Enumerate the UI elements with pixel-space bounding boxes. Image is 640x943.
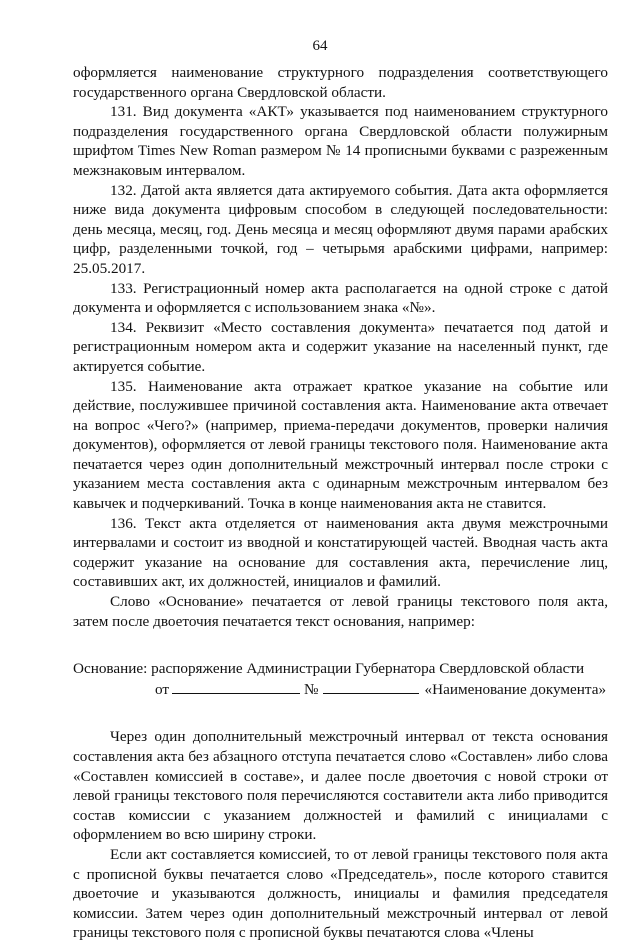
paragraph-predsedatel: Если акт составляется комиссией, то от левой границы текстового поля акта с прописной буквы печатается слово «Председатель», после которого ставится двоеточие и указываются должность, инициалы и фамилия председателя комиссии. Затем через один дополнительный межстрочный интервал от левой границы текстового поля с прописной буквы печатаются слова «Члены: [73, 845, 608, 942]
from-label: от: [155, 680, 170, 698]
paragraph-135: 135. Наименование акта отражает краткое указание на событие или действие, послужившее причиной составления акта. Наименование акта отвечает на вопрос «Чего?» (например, приема-передачи документов, проверки наличия документов), оформляется от левой границы текстового поля. Наименование акта печатается через один дополнительный межстрочный интервал после строки с указанием места составления акта с одинарным межстрочным интервалом без кавычек и подчеркиваний. Точка в конце наименования акта не ставится.: [73, 377, 608, 513]
paragraph-continuation: оформляется наименование структурного подразделения соответствующего государственного органа Свердловской области.: [73, 64, 608, 101]
example-block: [73, 659, 608, 699]
example-line-2: [73, 681, 606, 698]
paragraph-133: 133. Регистрационный номер акта располагается на одной строке с датой документа и оформляется с использованием знака «№».: [73, 279, 608, 317]
body-text: [73, 63, 608, 943]
document-name-placeholder: «Наименование документа»: [424, 680, 607, 698]
paragraph-131: 131. Вид документа «АКТ» указывается под наименованием структурного подразделения государственного органа Свердловской области полужирным шрифтом Times New Roman размером № 14 прописными буквами с разреженным межзнаковым интервалом.: [73, 103, 608, 179]
paragraph-sostavlen: Через один дополнительный межстрочный интервал от текста основания составления акта без абзацного отступа печатается слово «Составлен» либо слова «Составлен комиссией в составе», и далее после двоеточия с новой строки от левой границы текстового поля перечисляются составители акта либо приводится состав комиссии с указанием должностей и фамилий с инициалами с оформлением во всю ширину строки.: [73, 728, 608, 844]
paragraph-osnovanie: Слово «Основание» печатается от левой границы текстового поля акта, затем после двоеточия печатается текст основания, например:: [73, 593, 608, 630]
paragraph-134: 134. Реквизит «Место составления документа» печатается под датой и регистрационным номером акта и содержит указание на населенный пункт, где актируется событие.: [73, 318, 608, 375]
paragraph-136: 136. Текст акта отделяется от наименования акта двумя межстрочными интервалами и состоит из вводной и констатирующей частей. Вводная часть акта содержит указание на основание для составления акта, перечисление лиц, составивших акт, их должностей, инициалов и фамилий.: [73, 514, 608, 591]
number-label: №: [304, 680, 319, 698]
example-line-1: Основание: распоряжение Администрации Губернатора Свердловской области: [73, 660, 585, 678]
number-blank: [323, 679, 419, 694]
page-number: 64: [312, 38, 328, 54]
date-blank: [172, 679, 300, 694]
paragraph-132: 132. Датой акта является дата актируемого события. Дата акта оформляется ниже вида документа цифровым способом в следующей последовательности: день месяца, месяц, год. День месяца и месяц оформляют двумя парами арабских цифр, разделенными точкой, год – четырьмя арабскими цифрами, например: 25.05.2017.: [73, 181, 608, 277]
